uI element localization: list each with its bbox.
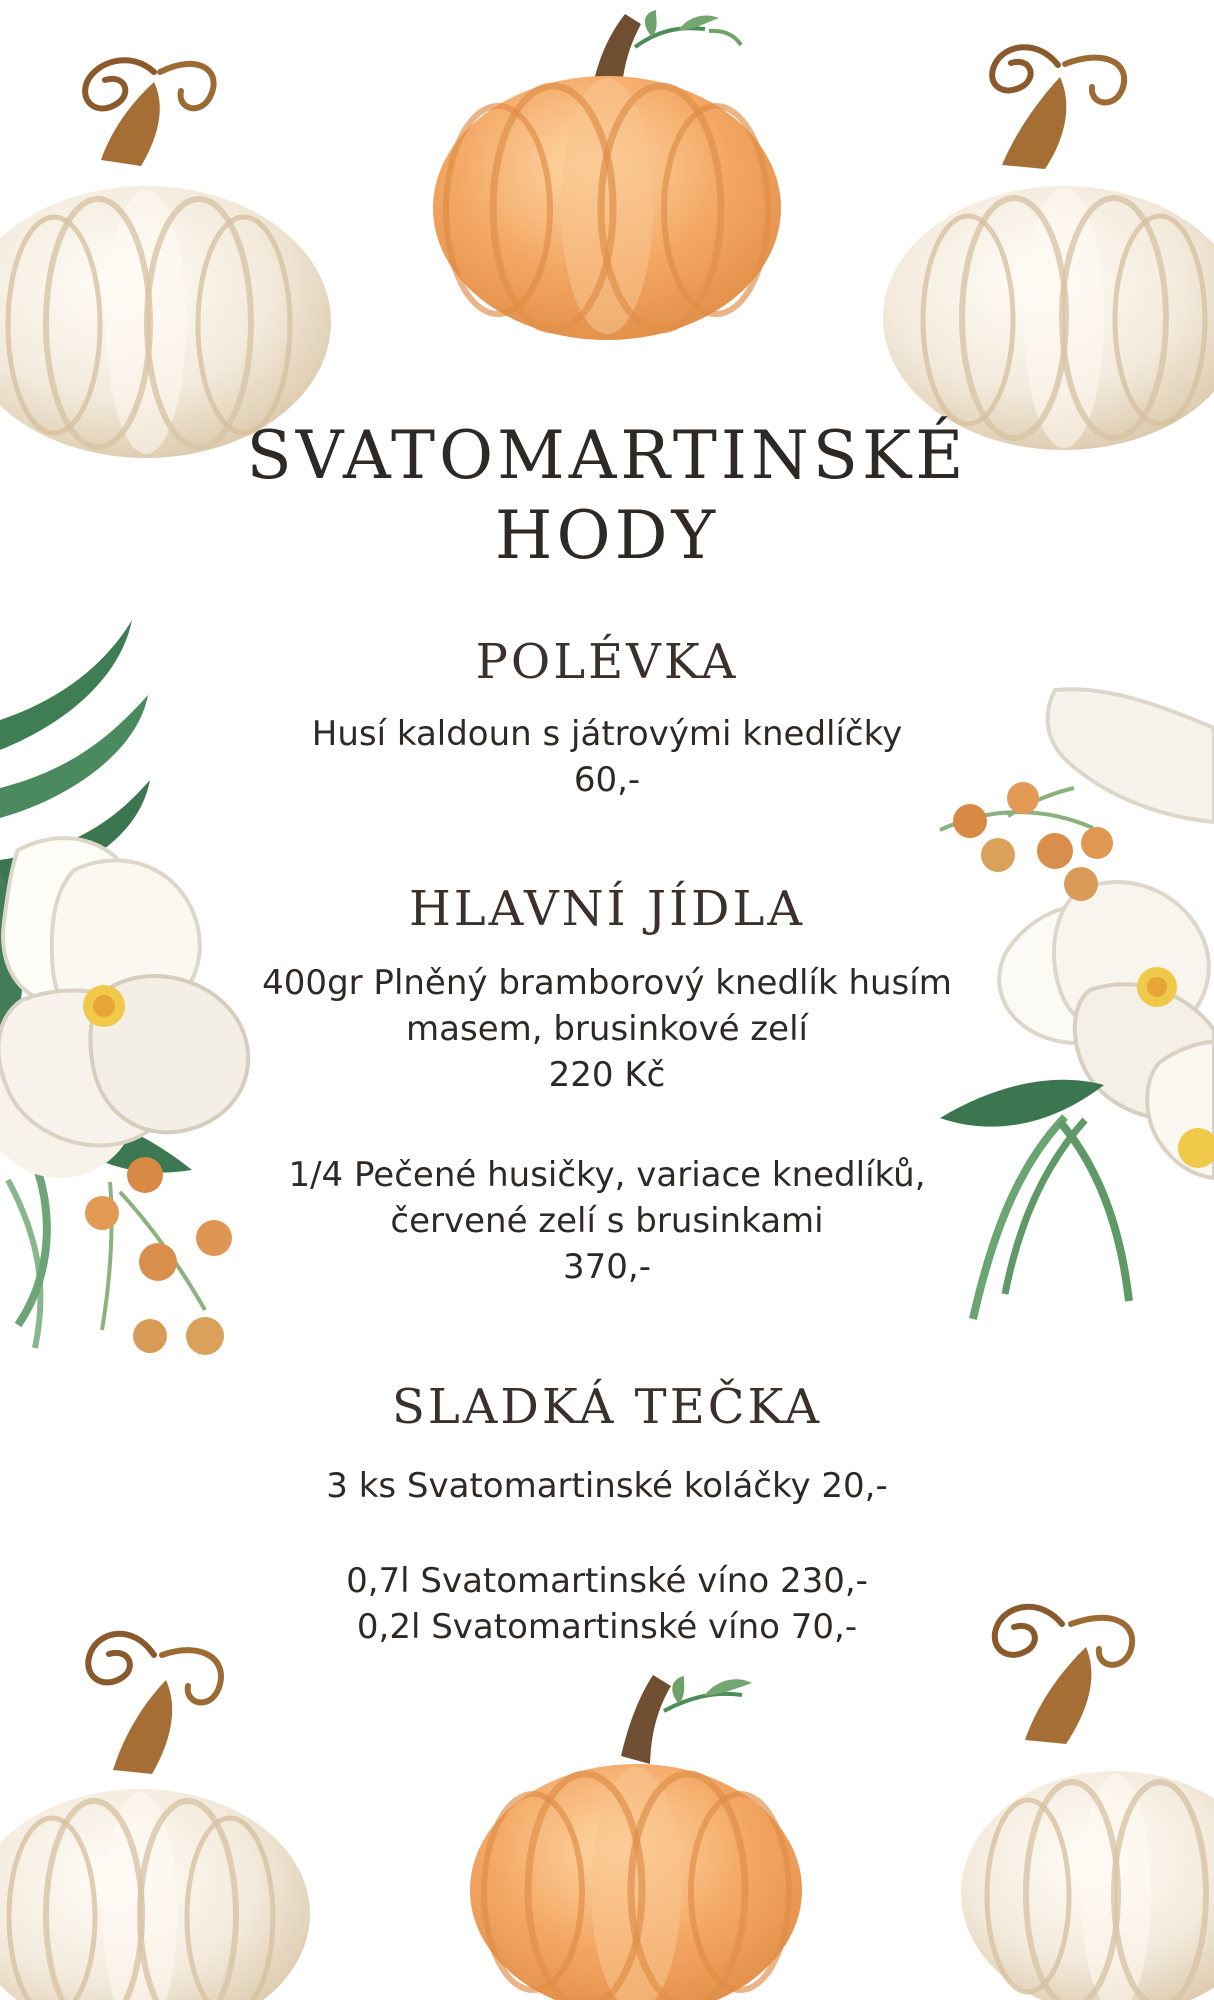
white-pumpkin-bottom-left-icon [0, 1600, 300, 2000]
menu-item-price: 220 Kč [548, 1055, 666, 1095]
menu-item-line: červené zelí s brusinkami [390, 1201, 824, 1241]
menu-item-line: Husí kaldoun s játrovými knedlíčky [311, 714, 903, 754]
white-pumpkin-top-right-icon [874, 20, 1214, 450]
menu-item-line: 0,7l Svatomartinské víno 230,- [346, 1561, 868, 1601]
menu-title [0, 416, 1214, 576]
section-main-dishes-title: HLAVNÍ JÍDLA [408, 881, 806, 937]
menu-item-price: 370,- [563, 1247, 651, 1287]
menu-item-wine [0, 1558, 1214, 1650]
menu-title-line-2: HODY [494, 497, 720, 574]
menu-item-price: 60,- [573, 760, 641, 800]
section-dessert-title: SLADKÁ TEČKA [391, 1379, 823, 1435]
menu-item-line: 400gr Plněný bramborový knedlík husím [262, 963, 952, 1003]
menu-item-dessert [0, 1463, 1214, 1509]
menu-item-soup [0, 711, 1214, 803]
menu-item-line: 0,2l Svatomartinské víno 70,- [356, 1607, 858, 1647]
orange-pumpkin-top-center-icon [407, 0, 807, 350]
menu-item-line: masem, brusinkové zelí [406, 1009, 808, 1049]
section-soup-title: POLÉVKA [475, 634, 739, 690]
menu-item-main-1 [0, 960, 1214, 1098]
menu-item-main-2 [0, 1152, 1214, 1290]
menu-item-line: 3 ks Svatomartinské koláčky 20,- [326, 1466, 888, 1506]
white-pumpkin-top-left-icon [0, 40, 340, 470]
menu-title-line-1: SVATOMARTINSKÉ [246, 417, 968, 494]
menu-item-line: 1/4 Pečené husičky, variace knedlíků, [288, 1155, 926, 1195]
orange-pumpkin-bottom-center-icon [450, 1670, 820, 2000]
